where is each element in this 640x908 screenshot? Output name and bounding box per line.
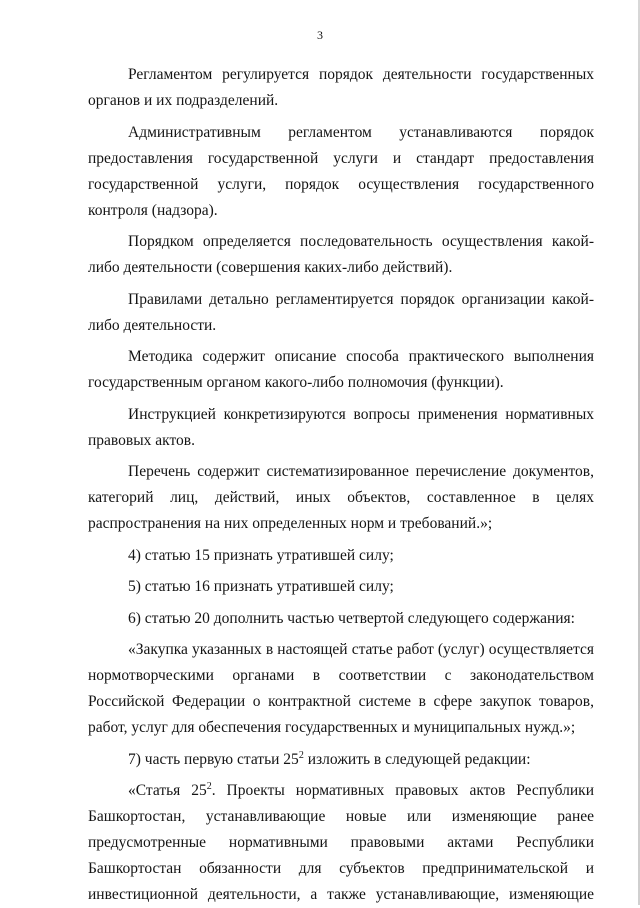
item-7-superscript: 2 <box>298 749 304 761</box>
page-number: 3 <box>317 28 323 42</box>
document-body <box>88 62 594 908</box>
paragraph-administrative-regulation: Административным регламентом устанавливаются порядок предоставления государственной услуги и стандарт предоставления государственной услуги, порядок осуществления государственного контроля (надзора). <box>88 123 594 219</box>
article-text-end: . Проекты нормативных правовых актов Республики Башкортостан, устанавливающие новые или изменяющие ранее предусмотренные нормативными правовыми актами Республики Башкортостан обязанности для субъектов предпринимательской и инвестиционной деятельности, а также устанавливающие, изменяющие <box>88 782 594 903</box>
article-superscript: 2 <box>206 781 212 792</box>
paragraph-item-6: 6) статью 20 дополнить частью четвертой следующего содержания: <box>128 609 575 627</box>
paragraph-methodology-definition: Методика содержит описание способа практического выполнения государственным органом какого-либо полномочия (функции). <box>88 348 594 391</box>
paragraph-regulation-definition: Регламентом регулируется порядок деятельности государственных органов и их подразделений. <box>88 66 594 109</box>
item-7-text-start: 7) часть первую статьи 25 <box>128 750 299 768</box>
paragraph-item-4: 4) статью 15 признать утратившей силу; <box>128 546 394 564</box>
paragraph-procurement-quote: «Закупка указанных в настоящей статье работ (услуг) осуществляется нормотворческими органами в соответствии с законодательством Российской Федерации о контрактной системе в сфере закупок товаров, работ, услуг для обеспечения государственных и муниципальных нужд.»; <box>88 641 594 736</box>
article-text-start: «Статья 25 <box>128 782 207 799</box>
paragraph-article-25-2 <box>88 778 594 908</box>
paragraph-list-definition: Перечень содержит систематизированное перечисление документов, категорий лиц, действий, иных объектов, составленное в целях распространения на них определенных норм и требований.»; <box>88 463 594 532</box>
paragraph-instruction-definition: Инструкцией конкретизируются вопросы применения нормативных правовых актов. <box>88 405 594 449</box>
paragraph-item-7 <box>88 747 594 773</box>
item-7-text-end: изложить в следующей редакции: <box>303 750 531 768</box>
paragraph-rules-definition: Правилами детально регламентируется порядок организации какой-либо деятельности. <box>88 290 594 334</box>
paragraph-item-5: 5) статью 16 признать утратившей силу; <box>128 578 394 595</box>
paragraph-procedure-definition: Порядком определяется последовательность осуществления какой-либо деятельности (совершения каких-либо действий). <box>88 233 594 276</box>
